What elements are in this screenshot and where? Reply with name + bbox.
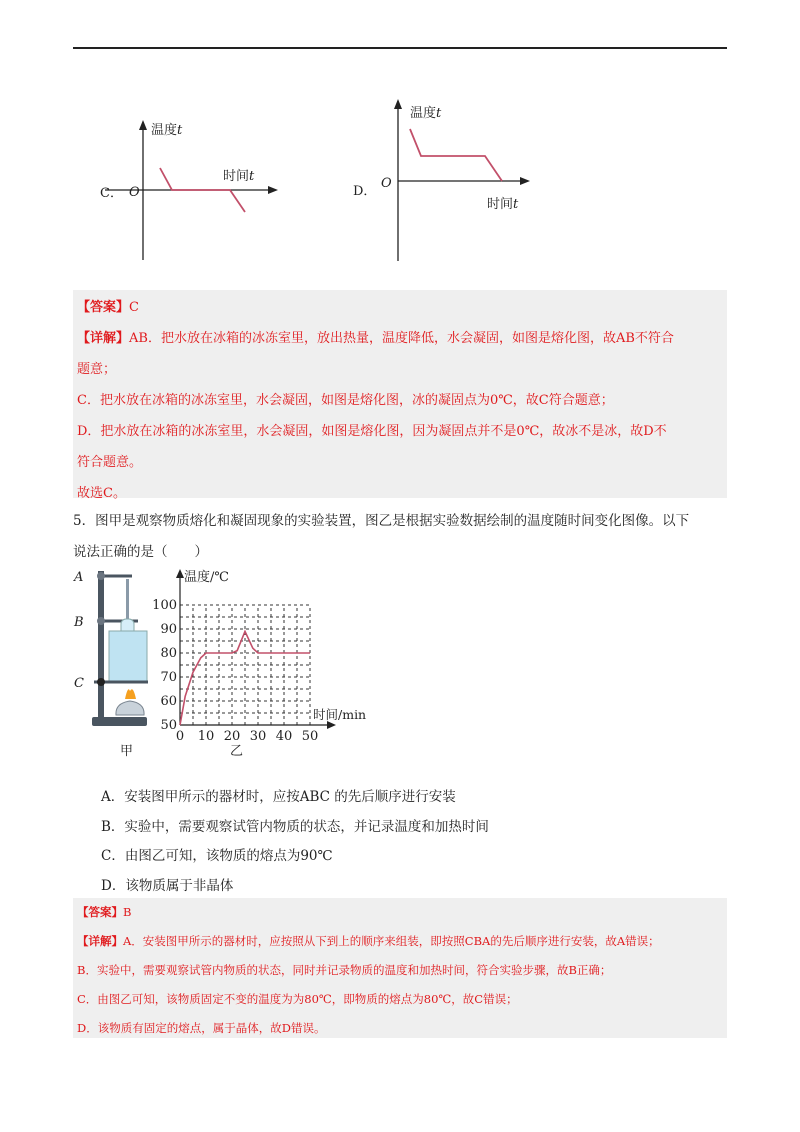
y-axis-arrow [394, 99, 402, 109]
detail-line: D．把水放在冰箱的冰冻室里，水会凝固，如图是熔化图，因为凝固点并不是0℃，故冰不是冰，故D不 [77, 424, 667, 439]
y-tick-label: 80 [160, 646, 177, 661]
option-c: C．由图乙可知，该物质的熔点为90℃ [101, 848, 333, 864]
x-tick-label: 30 [249, 729, 267, 744]
y-tick-label: 50 [160, 718, 177, 733]
x-axis-arrow [520, 177, 530, 185]
origin-label: O [381, 176, 392, 191]
temperature-time-chart [150, 565, 380, 765]
option-c-graph [100, 112, 290, 262]
answer-box-prev [73, 290, 727, 501]
detail-line: B．实验中，需要观察试管内物质的状态，同时并记录物质的温度和加热时间，符合实验步骤，故B正确； [77, 963, 612, 977]
x-tick-label: 10 [197, 729, 215, 744]
clamp-knob-c [97, 678, 105, 686]
caption-jia: 甲 [120, 744, 134, 759]
y-axis-title: 温度t [410, 106, 442, 121]
label-a: A [74, 570, 84, 585]
detail-line: 符合题意。 [77, 455, 143, 470]
question-5-stem-cont: 说法正确的是（ ） [73, 544, 208, 560]
x-tick-label: 20 [223, 729, 241, 744]
detail-line: D．该物质有固定的熔点，属于晶体，故D错误。 [77, 1021, 326, 1035]
question-5-stem: 5．图甲是观察物质熔化和凝固现象的实验装置，图乙是根据实验数据绘制的温度随时间变化图像。以下 [73, 513, 690, 529]
y-axis-arrow [139, 120, 147, 130]
x-tick-label: 50 [301, 729, 319, 744]
chart-x-arrow [327, 721, 336, 729]
chart-caption: 乙 [230, 744, 244, 759]
flame-icon [125, 689, 136, 699]
clamp-knob-a [97, 572, 105, 580]
answer-box-q5 [73, 898, 727, 1038]
x-axis-arrow [268, 186, 278, 194]
beaker [109, 631, 147, 681]
option-d-graph [350, 95, 550, 265]
chart-y-arrow [176, 569, 184, 578]
option-label: C． [100, 186, 123, 201]
y-tick-label: 70 [160, 670, 177, 685]
label-b: B [74, 615, 84, 630]
y-tick-label: 60 [160, 694, 177, 709]
option-b: B．实验中，需要观察试管内物质的状态，并记录温度和加热时间 [101, 819, 489, 835]
detail-line: 【详解】A．安装图甲所示的器材时，应按照从下到上的顺序来组装，即按照CBA的先后顺序进行安装，故A错误； [77, 934, 660, 948]
option-d: D．该物质属于非晶体 [101, 878, 234, 894]
chart-y-title: 温度/℃ [184, 570, 229, 585]
header-rule [73, 47, 727, 49]
x-axis-title: 时间t [223, 169, 255, 184]
detail-line: 题意； [77, 362, 117, 377]
option-label: D． [353, 184, 377, 199]
temperature-curve [410, 129, 502, 181]
detail-line: C．把水放在冰箱的冰冻室里，水会凝固，如图是熔化图，冰的凝固点为0℃，故C符合题意； [77, 393, 614, 408]
detail-line: 故选C。 [77, 486, 126, 501]
y-tick-label: 100 [152, 598, 177, 613]
detail-line: C．由图乙可知，该物质固定不变的温度为为80℃，即物质的熔点为80℃，故C错误； [77, 992, 518, 1006]
answer-line: 【答案】C [77, 300, 139, 315]
thermometer [126, 579, 129, 624]
stand-rod [98, 571, 104, 721]
x-axis-title: 时间t [487, 197, 519, 212]
answer-line: 【答案】B [77, 905, 132, 919]
label-c: C [74, 676, 84, 691]
option-a: A．安装图甲所示的器材时，应按ABC 的先后顺序进行安装 [101, 789, 456, 805]
x-tick-label: 40 [275, 729, 293, 744]
y-axis-title: 温度t [151, 123, 183, 138]
origin-label: O [129, 185, 140, 200]
detail-line: 【详解】AB．把水放在冰箱的冰冻室里，放出热量，温度降低，水会凝固，如图是熔化图，故AB不符合 [77, 331, 674, 346]
clamp-knob-b [97, 617, 105, 625]
x-tick-label: 0 [175, 729, 185, 744]
y-tick-label: 90 [160, 622, 177, 637]
alcohol-lamp [116, 701, 144, 715]
chart-x-title: 时间/min [313, 707, 367, 722]
